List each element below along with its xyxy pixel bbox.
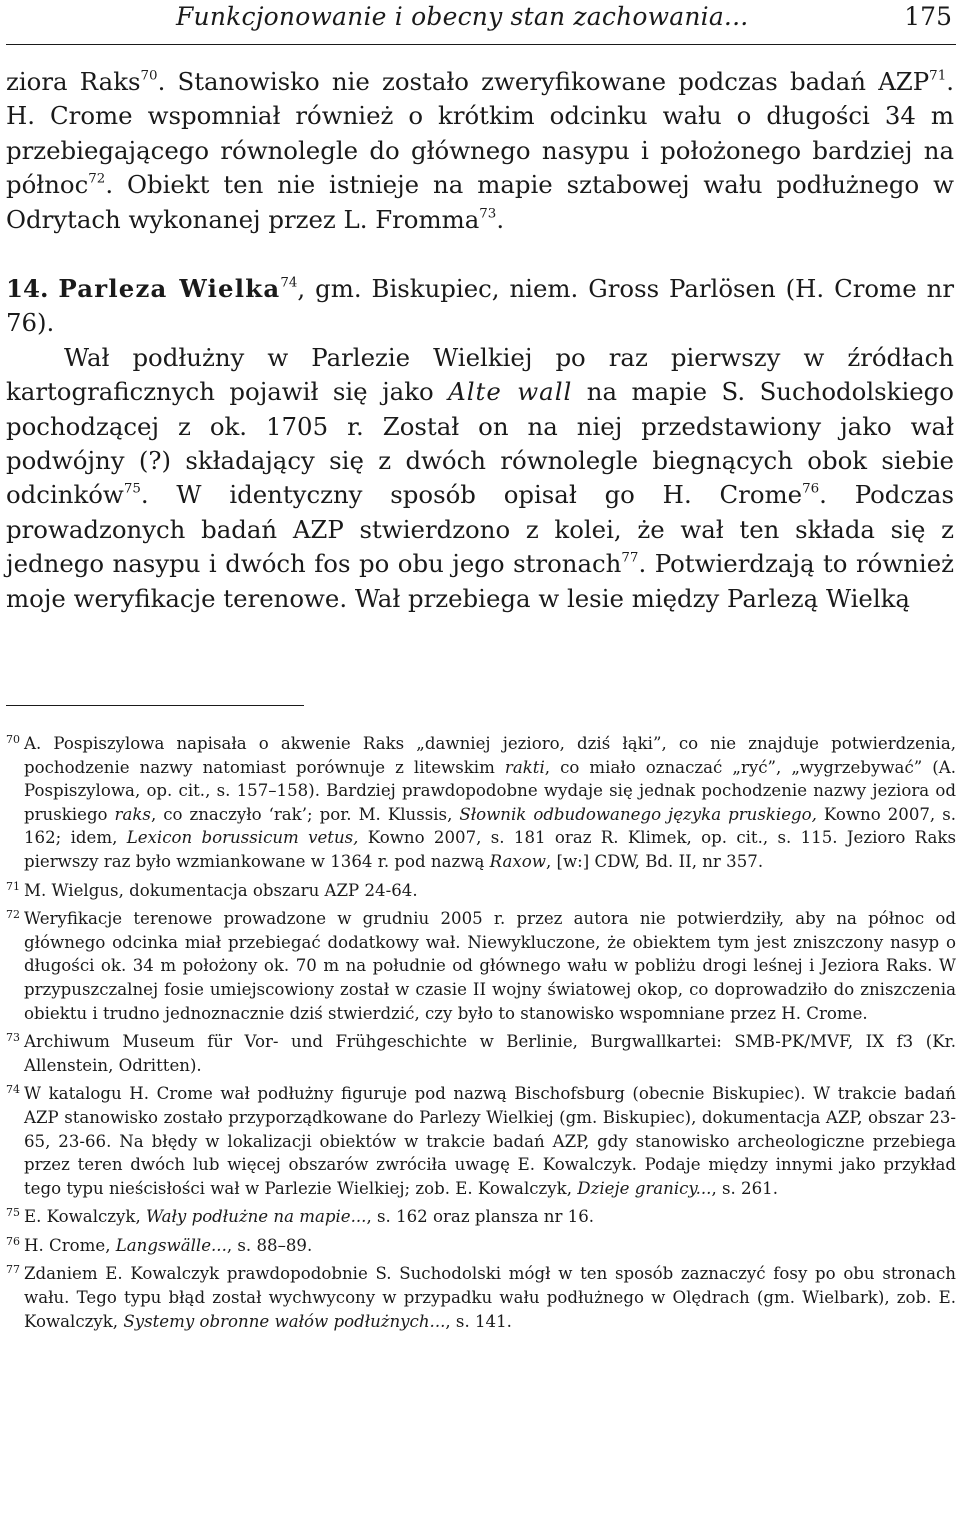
section-title: Parleza Wielka xyxy=(58,274,281,304)
footnote-ref-74[interactable]: 74 xyxy=(280,275,298,291)
footnote-77: 77 Zdaniem E. Kowalczyk prawdopodobnie S. Suchodolski mógł w ten sposób zaznaczyć fosy po obu stronach wału. Tego typu błąd został wychwycony w przypadku wału podłużnego w Olędrach (gm. Wielbark), zob. E. Kowalczyk, Systemy obronne wałów podłużnych..., s. 141. xyxy=(6,1263,956,1331)
section-subtitle: , gm. Biskupiec, niem. Gross Parlösen (H. Crome nr 76). xyxy=(6,274,954,338)
footnote-ref-75[interactable]: 75 xyxy=(123,481,141,497)
footnote-71: 71 M. Wielgus, dokumentacja obszaru AZP 24-64. xyxy=(6,879,418,900)
footnote-74: 74 W katalogu H. Crome wał podłużny figuruje pod nazwą Bischofsburg (obecnie Biskupiec). W trakcie badań AZP stanowisko zostało przyporządkowane do Parlezy Wielkiej (gm. Biskupiec), dokumentacja AZP, obszar 23-65, 23-66. Na błędy w lokalizacji obiektów w trakcie badań AZP, gdy stanowisko archeologiczne przebiega przez teren dwóch lub więcej obszarów zwróciła uwagę E. Kowalczyk. Podaje między innymi jako przykład tego typu nieścisłości wał w Parlezie Wielkiej; zob. E. Kowalczyk, Dzieje granicy..., s. 261. xyxy=(6,1083,956,1198)
footnotes xyxy=(6,732,956,1338)
running-title: Funkcjonowanie i obecny stan zachowania... xyxy=(176,2,749,31)
footnote-76: 76 H. Crome, Langswälle..., s. 88–89. xyxy=(6,1234,313,1255)
footnote-ref-73[interactable]: 73 xyxy=(479,205,497,221)
map-term: Alte wall xyxy=(448,377,573,407)
footnote-75: 75 E. Kowalczyk, Wały podłużne na mapie..., s. 162 oraz plansza nr 16. xyxy=(6,1206,595,1227)
footnote-ref-71[interactable]: 71 xyxy=(929,68,947,84)
footnote-72: 72 Weryfikacje terenowe prowadzone w grudniu 2005 r. przez autora nie potwierdziły, aby na północ od głównego odcinka miał przebiegać dodatkowy wał. Niewykluczone, że obiektem tym jest zniszczony nasyp o długości ok. 34 m położony ok. 70 m na południe od głównego wału w pobliżu drogi leśnej i Jeziora Raks. W przypuszczalnej fosie umiejscowiony został w czasie II wojny światowej okop, co doprowadziło do zniszczenia obiektu i trudno jednoznacznie dziś stwierdzić, czy było to stanowisko wspomniane przez H. Crome. xyxy=(6,908,956,1023)
page-number: 175 xyxy=(904,2,952,31)
footnote-ref-77[interactable]: 77 xyxy=(621,550,639,566)
footnote-70: 70 A. Pospiszylowa napisała o akwenie Raks „dawniej jezioro, dziś łąki”, co nie znajduje potwierdzenia, pochodzenie nazwy natomiast porównuje z litewskim rakti, co miało oznaczać „ryć”, „wygrzebywać” (A. Pospiszylowa, op. cit., s. 157–158). Bardziej prawdopodobne wydaje się jednak pochodzenie nazwy jeziora od pruskiego raks, co znaczyło ‘rak’; por. M. Klussis, Słownik odbudowanego języka pruskiego, Kowno 2007, s. 162; idem, Lexicon borussicum vetus, Kowno 2007, s. 181 oraz R. Klimek, op. cit., s. 115. Jezioro Raks pierwszy raz było wzmiankowane w 1364 r. pod nazwą Raxow, [w:] CDW, Bd. II, nr 357. xyxy=(6,732,957,871)
footnote-73: 73 Archiwum Museum für Vor- und Frühgeschichte w Berlinie, Burgwallkartei: SMB-PK/MVF, IX f3 (Kr. Allenstein, Odritten). xyxy=(6,1031,956,1075)
footnote-ref-72[interactable]: 72 xyxy=(88,171,106,187)
paragraph-parleza: Wał podłużny w Parlezie Wielkiej po raz pierwszy w źródłach kartograficznych pojawił się jako Alte wall na mapie S. Suchodolskiego pochodzącej z ok. 1705 r. Został on na niej przedstawiony jako wał podwójny (?) składający się z dwóch równolegle biegnących obok siebie odcinków$^{75}$. W identyczny sposób opisał go H. Crome$^{76}$. Podczas prowadzonych badań AZP stwierdzono z kolei, że wał ten składa się z jednego nasypu i dwóch fos po obu jego stronach$^{77}$. Potwierdzają to również moje weryfikacje terenowe. Wał przebiega w lesie między Parlezą Wielką xyxy=(6,342,954,613)
footnote-ref-70[interactable]: 70 xyxy=(140,68,158,84)
running-header xyxy=(0,0,960,46)
header-rule xyxy=(6,44,956,45)
section-number: 14. xyxy=(6,274,49,304)
footnote-ref-76[interactable]: 76 xyxy=(802,481,820,497)
main-text xyxy=(6,65,954,616)
paragraph-odryty: ziora Raks$^{70}$. Stanowisko nie zostało zweryfikowane podczas badań AZP$^{71}$. H. Crome wspomniał również o krótkim odcinku wału o długości 34 m przebiegającego równolegle do głównego nasypu i położonego bardziej na północ$^{72}$. Obiekt ten nie istnieje na mapie sztabowej wału podłużnego w Odrytach wykonanej przez L. Fromma$^{73}$. xyxy=(6,67,954,234)
section-heading xyxy=(6,272,954,341)
footnote-separator xyxy=(6,705,304,706)
